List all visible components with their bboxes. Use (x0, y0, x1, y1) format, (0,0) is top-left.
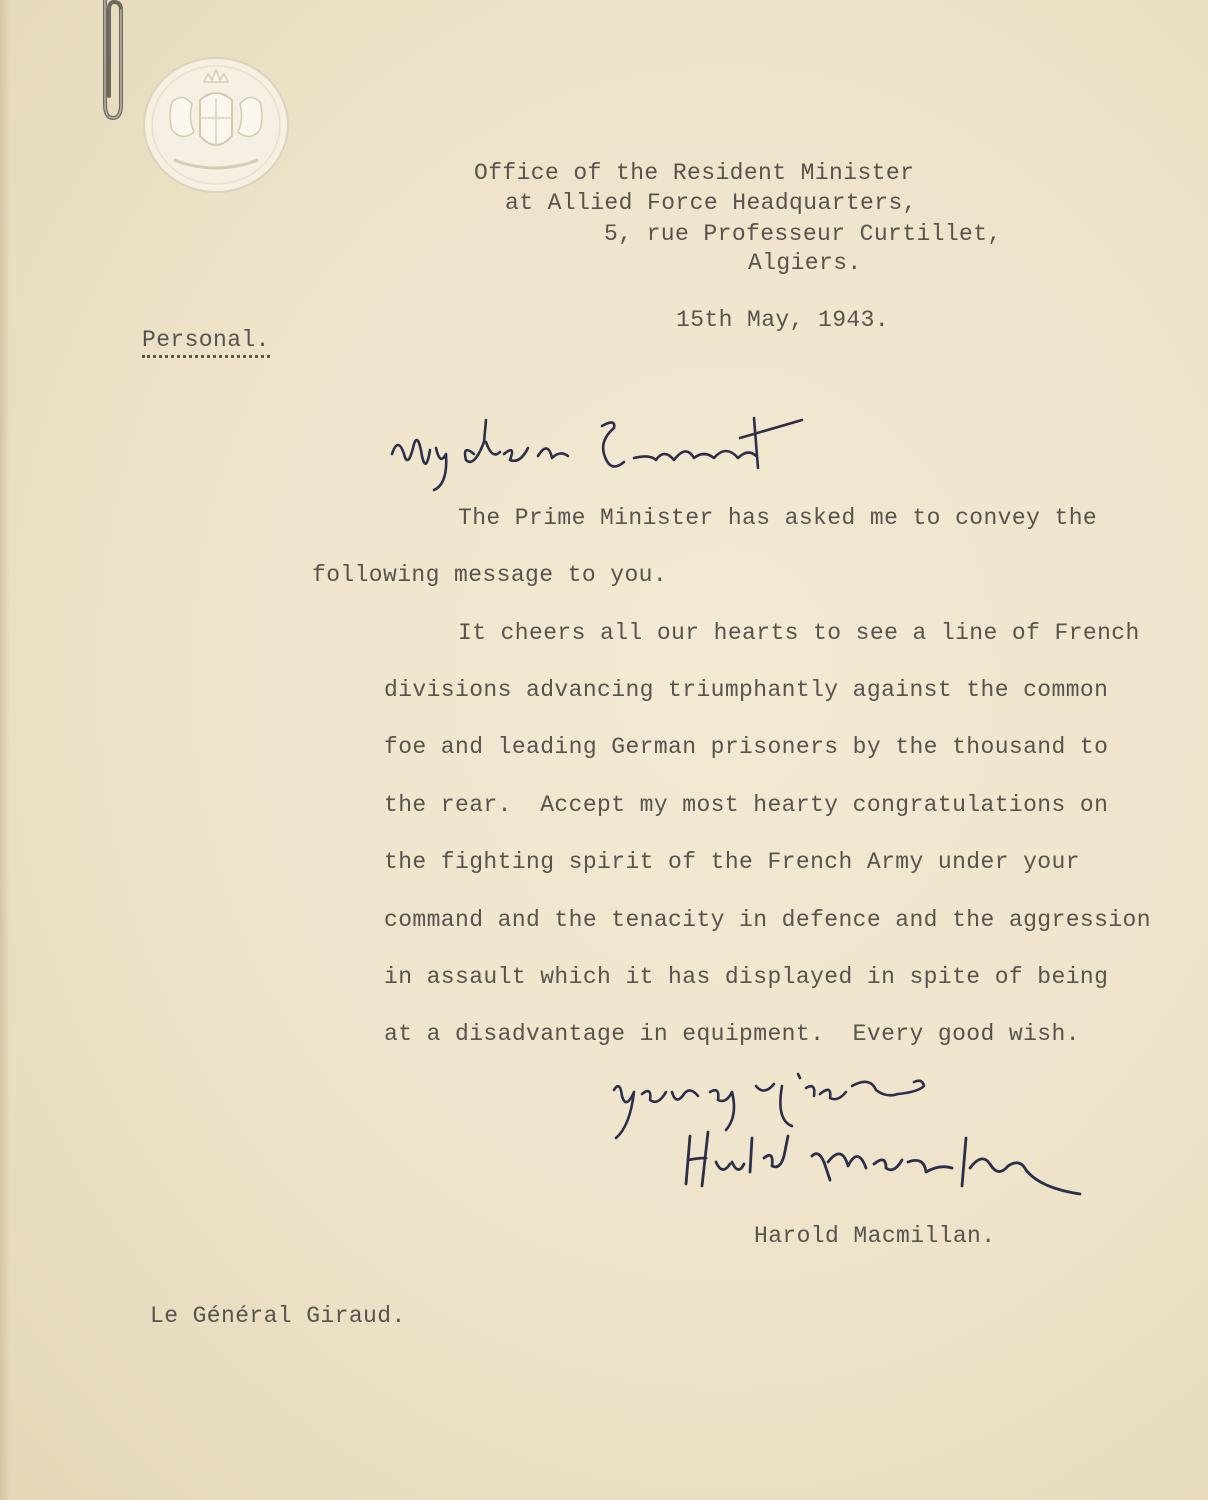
handwritten-salutation (388, 414, 818, 494)
message-line: in assault which it has displayed in spite of being (384, 964, 1109, 990)
letterhead-city-line: Algiers. (748, 250, 862, 276)
message-line: the fighting spirit of the French Army under your (384, 849, 1080, 875)
typed-signatory-name: Harold Macmillan. (754, 1223, 996, 1249)
paper-clip-icon (97, 0, 129, 120)
handwritten-signature (680, 1128, 1090, 1208)
message-line: command and the tenacity in defence and the aggression (384, 907, 1151, 933)
royal-coat-of-arms-embossed-seal-icon (142, 56, 290, 194)
personal-marking: Personal. (142, 327, 270, 358)
letterhead-hq-line: at Allied Force Headquarters, (505, 190, 917, 216)
intro-line-2: following message to you. (312, 562, 668, 588)
message-line: It cheers all our hearts to see a line of French (458, 620, 1140, 646)
message-line: divisions advancing triumphantly against the common (384, 677, 1109, 703)
intro-line-1: The Prime Minister has asked me to convey the (458, 505, 1098, 531)
message-line: foe and leading German prisoners by the thousand to (384, 734, 1109, 760)
paper-edge-shadow (0, 0, 10, 1500)
letter-date: 15th May, 1943. (676, 307, 890, 333)
message-line: at a disadvantage in equipment. Every good wish. (384, 1021, 1080, 1047)
recipient-name: Le Général Giraud. (150, 1303, 406, 1329)
message-line: the rear. Accept my most hearty congratulations on (384, 792, 1109, 818)
letterhead-street-line: 5, rue Professeur Curtillet, (604, 221, 1002, 247)
letterhead-office-line: Office of the Resident Minister (474, 160, 915, 186)
